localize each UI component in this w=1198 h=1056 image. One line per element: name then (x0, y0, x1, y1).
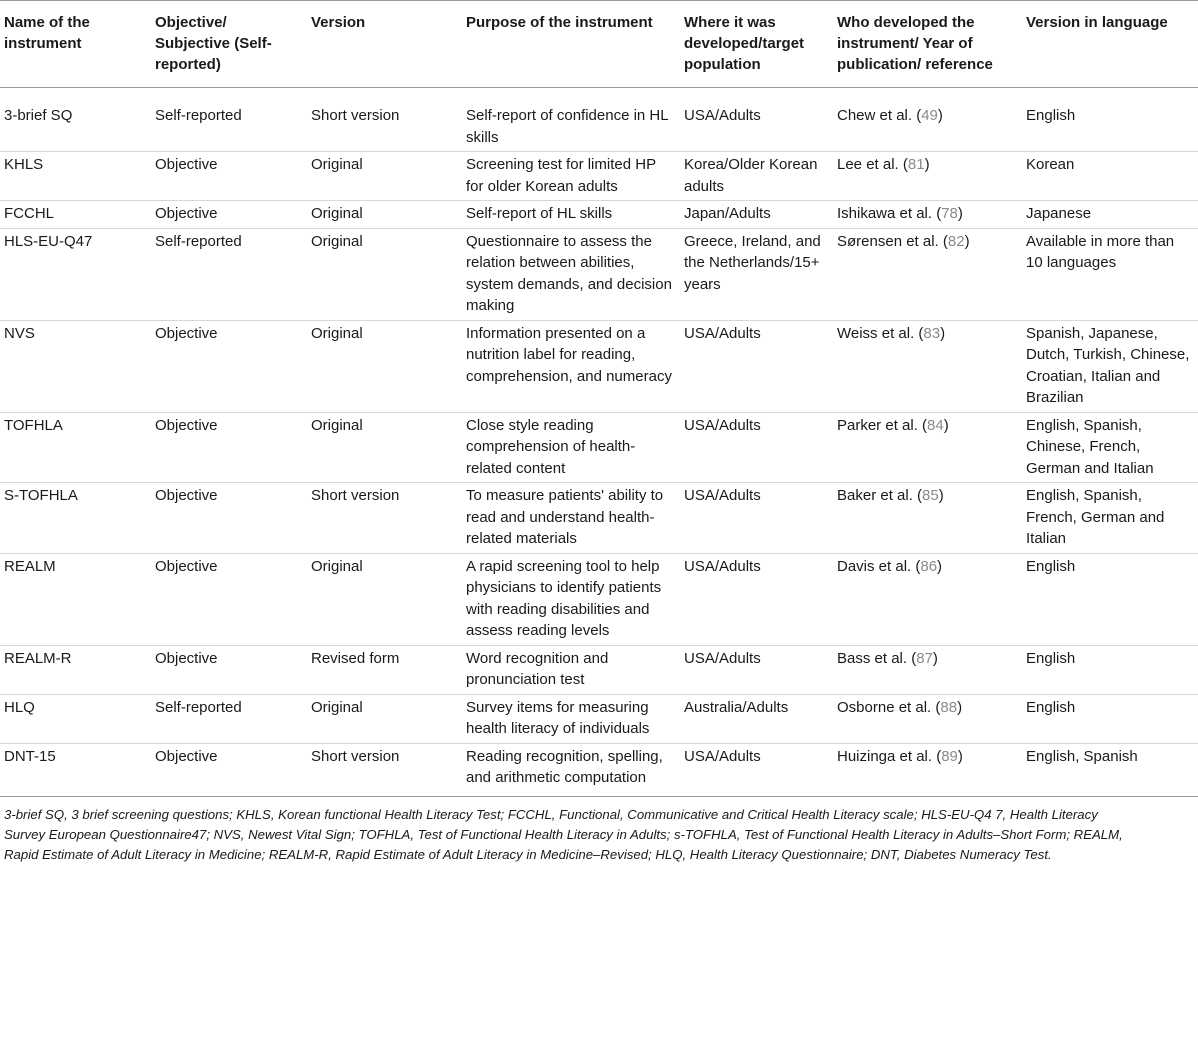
cell-objective-subjective: Objective (151, 152, 307, 201)
author-text-end: ) (943, 416, 949, 434)
cell-who-developed (833, 694, 1022, 743)
cell-version: Original (307, 201, 462, 229)
cell-version: Original (307, 694, 462, 743)
table-body (0, 88, 1198, 797)
table-row (0, 201, 1198, 229)
header-row (0, 1, 1198, 88)
reference-link[interactable]: 86 (920, 557, 938, 575)
header-language: Version in language (1022, 1, 1198, 88)
cell-language: Available in more than 10 languages (1022, 228, 1198, 320)
cell-language: English (1022, 694, 1198, 743)
author-text-end: ) (957, 205, 963, 222)
author-text: Sørensen et al. ( (837, 232, 948, 250)
cell-who-developed (833, 553, 1022, 645)
author-text: Chew et al. ( (837, 107, 922, 124)
cell-language: English, Spanish, Chinese, French, German and Italian (1022, 412, 1198, 483)
cell-objective-subjective: Objective (151, 320, 307, 412)
cell-where-developed: USA/Adults (680, 320, 833, 412)
author-text: Huizinga et al. ( (837, 747, 942, 765)
reference-link[interactable]: 83 (923, 324, 941, 342)
cell-name: S-TOFHLA (0, 483, 151, 554)
cell-version: Short version (307, 743, 462, 796)
cell-where-developed: Japan/Adults (680, 201, 833, 229)
cell-purpose: Survey items for measuring health literacy of individuals (462, 694, 680, 743)
author-text: Baker et al. ( (837, 487, 923, 504)
cell-name: HLQ (0, 694, 151, 743)
cell-version: Original (307, 152, 462, 201)
reference-link[interactable]: 87 (916, 649, 933, 667)
cell-where-developed: USA/Adults (680, 645, 833, 694)
cell-who-developed (833, 228, 1022, 320)
cell-where-developed: USA/Adults (680, 412, 833, 483)
table-row (0, 88, 1198, 152)
author-text-end: ) (937, 107, 943, 124)
cell-version: Revised form (307, 645, 462, 694)
cell-objective-subjective: Objective (151, 483, 307, 554)
table-row (0, 694, 1198, 743)
author-text-end: ) (938, 487, 944, 504)
header-version: Version (307, 1, 462, 88)
cell-purpose: To measure patients' ability to read and understand health-related materials (462, 483, 680, 554)
cell-objective-subjective: Self-reported (151, 694, 307, 743)
table-row (0, 228, 1198, 320)
header-name: Name of the instrument (0, 1, 151, 88)
cell-who-developed (833, 152, 1022, 201)
author-text: Bass et al. ( (837, 649, 917, 667)
cell-where-developed: Australia/Adults (680, 694, 833, 743)
cell-purpose: Reading recognition, spelling, and arithmetic computation (462, 743, 680, 796)
cell-language: Japanese (1022, 201, 1198, 229)
author-text-end: ) (940, 324, 946, 342)
cell-version: Short version (307, 483, 462, 554)
author-text: Weiss et al. ( (837, 324, 924, 342)
cell-objective-subjective: Self-reported (151, 228, 307, 320)
author-text-end: ) (937, 557, 943, 575)
cell-name: REALM (0, 553, 151, 645)
author-text-end: ) (957, 698, 963, 716)
author-text: Lee et al. ( (837, 156, 908, 173)
reference-link[interactable]: 84 (927, 416, 944, 434)
reference-link[interactable]: 81 (907, 156, 925, 173)
cell-who-developed (833, 743, 1022, 796)
table-footnote: 3-brief SQ, 3 brief screening questions; KHLS, Korean functional Health Literacy Test; FCCHL, Functional, Communicative and Critical Health Literacy scale; HLS-EU-Q4 7, Health Literacy Survey European Questionnaire47; NVS, Newest Vital Sign; TOFHLA, Test of Functional Health Literacy in Adults; s-TOFHLA, Test of Functional Health Literacy in Adults–Short Form; REALM, Rapid Estimate of Adult Literacy in Medicine; REALM-R, Rapid Estimate of Adult Literacy in Medicine–Revised; HLQ, Health Literacy Questionnaire; DNT, Diabetes Numeracy Test. (4, 806, 1123, 862)
reference-link[interactable]: 88 (940, 698, 958, 716)
cell-name: TOFHLA (0, 412, 151, 483)
author-text: Parker et al. ( (837, 416, 928, 434)
author-text-end: ) (964, 232, 970, 250)
table-header (0, 1, 1198, 88)
cell-who-developed (833, 88, 1022, 152)
cell-who-developed (833, 645, 1022, 694)
table-row (0, 483, 1198, 554)
cell-objective-subjective: Objective (151, 743, 307, 796)
cell-version: Original (307, 553, 462, 645)
table-row (0, 320, 1198, 412)
table-row (0, 553, 1198, 645)
cell-name: 3-brief SQ (0, 88, 151, 152)
reference-link[interactable]: 82 (947, 232, 965, 250)
table-row (0, 743, 1198, 796)
cell-where-developed: USA/Adults (680, 88, 833, 152)
header-where-developed: Where it was developed/target population (680, 1, 833, 88)
cell-name: DNT-15 (0, 743, 151, 796)
cell-language: English (1022, 645, 1198, 694)
cell-name: FCCHL (0, 201, 151, 229)
cell-name: REALM-R (0, 645, 151, 694)
reference-link[interactable]: 85 (922, 487, 939, 504)
cell-language: English (1022, 553, 1198, 645)
reference-link[interactable]: 89 (941, 747, 958, 765)
cell-version: Original (307, 320, 462, 412)
cell-objective-subjective: Objective (151, 412, 307, 483)
reference-link[interactable]: 49 (921, 107, 938, 124)
cell-where-developed: USA/Adults (680, 743, 833, 796)
table-row (0, 152, 1198, 201)
cell-where-developed: Korea/Older Korean adults (680, 152, 833, 201)
cell-purpose: Questionnaire to assess the relation between abilities, system demands, and decision making (462, 228, 680, 320)
cell-purpose: Self-report of confidence in HL skills (462, 88, 680, 152)
header-purpose: Purpose of the instrument (462, 1, 680, 88)
cell-where-developed: USA/Adults (680, 553, 833, 645)
header-who-developed: Who developed the instrument/ Year of publication/ reference (833, 1, 1022, 88)
cell-who-developed (833, 320, 1022, 412)
cell-name: NVS (0, 320, 151, 412)
author-text: Ishikawa et al. ( (837, 205, 942, 222)
cell-purpose: Information presented on a nutrition label for reading, comprehension, and numeracy (462, 320, 680, 412)
cell-version: Original (307, 228, 462, 320)
author-text-end: ) (957, 747, 963, 765)
cell-language: English, Spanish, French, German and Italian (1022, 483, 1198, 554)
cell-language: English, Spanish (1022, 743, 1198, 796)
cell-purpose: A rapid screening tool to help physicians to identify patients with reading disabilities and assess reading levels (462, 553, 680, 645)
cell-objective-subjective: Self-reported (151, 88, 307, 152)
cell-objective-subjective: Objective (151, 201, 307, 229)
cell-language: Spanish, Japanese, Dutch, Turkish, Chinese, Croatian, Italian and Brazilian (1022, 320, 1198, 412)
cell-who-developed (833, 483, 1022, 554)
cell-where-developed: USA/Adults (680, 483, 833, 554)
cell-version: Original (307, 412, 462, 483)
header-objective-subjective: Objective/ Subjective (Self-reported) (151, 1, 307, 88)
table-row (0, 645, 1198, 694)
reference-link[interactable]: 78 (941, 205, 958, 222)
table-row (0, 412, 1198, 483)
author-text-end: ) (932, 649, 938, 667)
cell-where-developed: Greece, Ireland, and the Netherlands/15+ years (680, 228, 833, 320)
cell-version: Short version (307, 88, 462, 152)
cell-purpose: Close style reading comprehension of health-related content (462, 412, 680, 483)
author-text-end: ) (924, 156, 930, 173)
cell-who-developed (833, 201, 1022, 229)
cell-objective-subjective: Objective (151, 553, 307, 645)
cell-who-developed (833, 412, 1022, 483)
cell-purpose: Word recognition and pronunciation test (462, 645, 680, 694)
author-text: Osborne et al. ( (837, 698, 941, 716)
cell-name: KHLS (0, 152, 151, 201)
cell-objective-subjective: Objective (151, 645, 307, 694)
author-text: Davis et al. ( (837, 557, 921, 575)
cell-name: HLS-EU-Q47 (0, 228, 151, 320)
cell-purpose: Screening test for limited HP for older Korean adults (462, 152, 680, 201)
cell-purpose: Self-report of HL skills (462, 201, 680, 229)
cell-language: Korean (1022, 152, 1198, 201)
cell-language: English (1022, 88, 1198, 152)
